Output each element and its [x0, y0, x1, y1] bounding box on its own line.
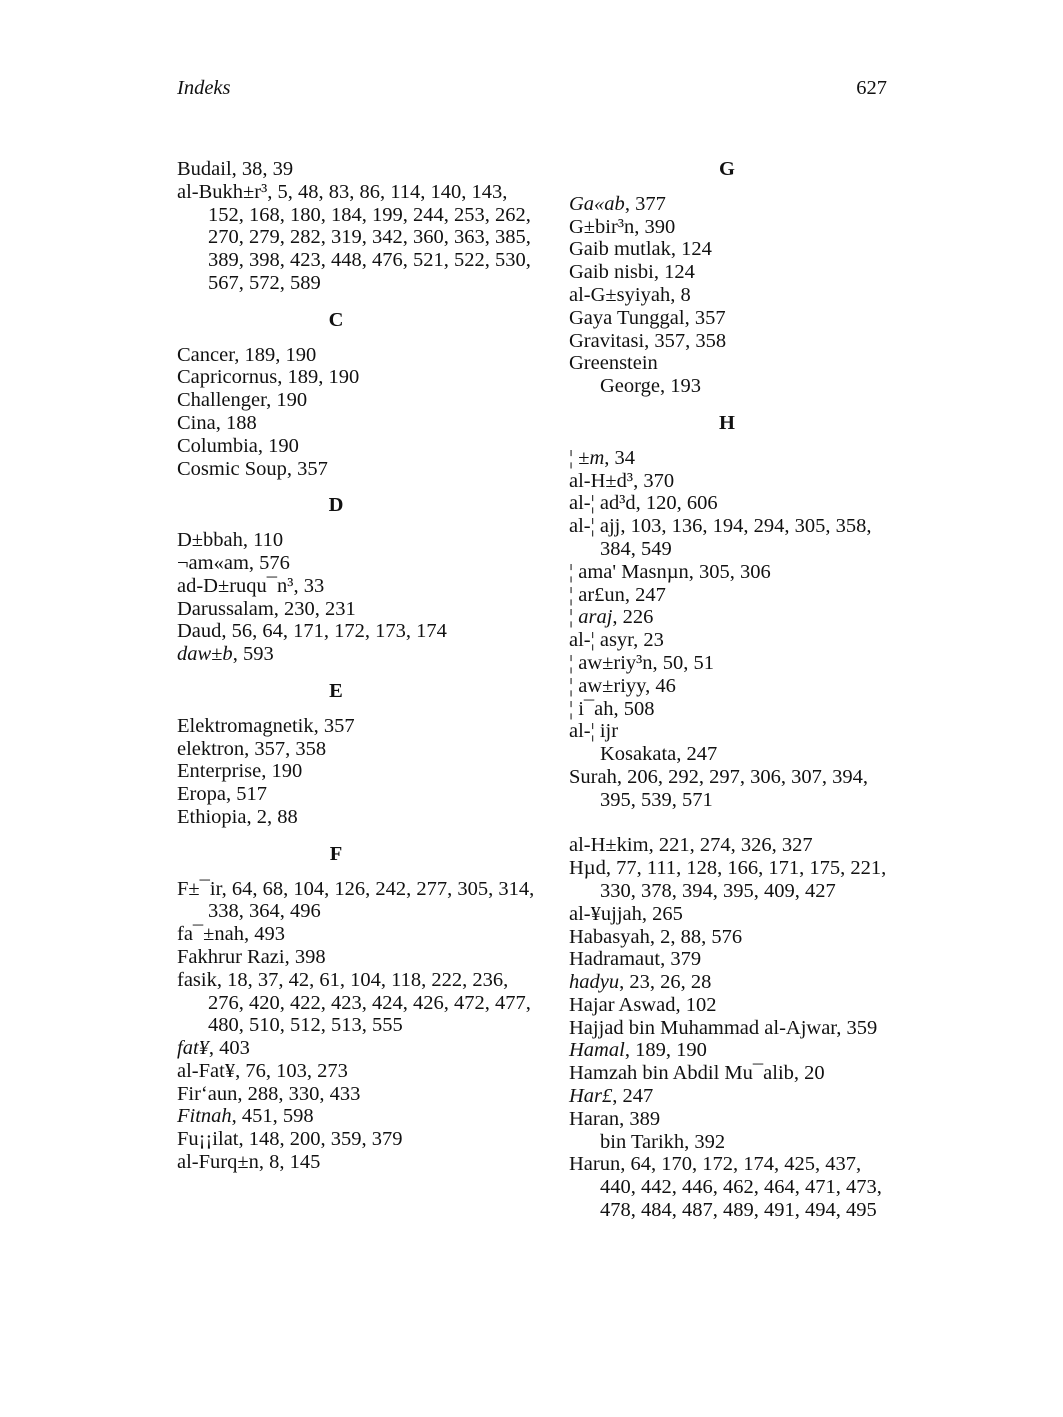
index-entry: Haran, 389 — [569, 1107, 661, 1130]
index-entry: Darussalam, 230, 231 — [177, 597, 356, 620]
index-entry: al-¥ujjah, 265 — [569, 902, 683, 925]
index-entry: al-¦ asyr, 23 — [569, 629, 664, 652]
index-entry: fasik, 18, 37, 42, 61, 104, 118, 222, 236, 276, 420, 422, 423, 424, 426, 472, 477, 480, 510, 512, 513, 555 — [177, 968, 531, 1037]
index-entry — [177, 1105, 537, 1128]
index-entry — [569, 606, 899, 629]
index-entry: Columbia, 190 — [177, 434, 299, 457]
entry-term: Ga«ab — [569, 192, 625, 215]
index-entry: D±bbah, 110 — [177, 529, 284, 552]
entry-term: daw±b — [177, 643, 233, 666]
index-entry: Budail, 38, 39 — [177, 158, 294, 180]
index-entry: Hajjad bin Muhammad al-Ajwar, 359 — [569, 1016, 878, 1039]
index-entry: ¬am«am, 576 — [177, 551, 290, 574]
index-entry: Gaya Tunggal, 357 — [569, 306, 726, 329]
index-entry — [569, 1085, 899, 1108]
running-title: Indeks — [177, 77, 231, 99]
index-entry — [569, 447, 899, 470]
index-entry: Fu¡¡ilat, 148, 200, 359, 379 — [177, 1128, 403, 1151]
section-letter-g: G — [719, 158, 735, 180]
index-entry: ¦ aw±riyy, 46 — [569, 674, 676, 697]
entry-term: Fitnah — [177, 1105, 232, 1128]
index-entry: Fakhrur Razi, 398 — [177, 945, 326, 968]
index-entry: al-Fat¥, 76, 103, 273 — [177, 1059, 348, 1082]
index-entry: Hajar Aswad, 102 — [569, 993, 717, 1016]
index-entry: al-¦ ad³d, 120, 606 — [569, 492, 718, 515]
entry-term: Hamal — [569, 1039, 625, 1062]
index-entry — [569, 971, 899, 994]
index-entry: Ethiopia, 2, 88 — [177, 805, 298, 828]
index-entry: Greenstein — [569, 352, 658, 375]
index-entry: ¦ aw±riy³n, 50, 51 — [569, 651, 715, 674]
index-entry: ¦ i¯ah, 508 — [569, 697, 655, 720]
index-entry: F±¯ir, 64, 68, 104, 126, 242, 277, 305, 314, 338, 364, 496 — [177, 877, 535, 923]
index-column-right — [569, 158, 899, 1222]
entry-prefix: ¦ — [569, 606, 579, 629]
index-entry: Cina, 188 — [177, 411, 257, 434]
entry-pages: , 34 — [604, 446, 636, 469]
index-entry: Gaib mutlak, 124 — [569, 238, 712, 261]
section-letter-f: F — [329, 842, 343, 865]
index-entry: Daud, 56, 64, 171, 172, 173, 174 — [177, 620, 447, 643]
entry-pages: , 247 — [612, 1085, 654, 1108]
index-column-left — [177, 158, 537, 1174]
entry-term: m — [589, 446, 605, 469]
entry-term: araj — [578, 606, 613, 629]
section-letter-c: C — [328, 308, 344, 331]
index-entry: al-¦ ajj, 103, 136, 194, 294, 305, 358, 384, 549 — [569, 515, 872, 560]
index-entry — [177, 643, 537, 666]
entry-pages: , 377 — [624, 192, 666, 215]
entry-pages: , 451, 598 — [231, 1105, 314, 1128]
index-entry: Eropa, 517 — [177, 783, 267, 806]
section-letter-e: E — [329, 679, 343, 702]
index-entry: Enterprise, 190 — [177, 760, 303, 783]
index-entry: Challenger, 190 — [177, 389, 308, 412]
index-entry — [569, 1039, 899, 1062]
index-entry: Fir‘aun, 288, 330, 433 — [177, 1082, 361, 1105]
index-subentry: Kosakata, 247 — [600, 743, 718, 766]
entry-pages: , 226 — [612, 606, 654, 629]
index-entry: Surah, 206, 292, 297, 306, 307, 394, 395, 539, 571 — [569, 765, 868, 811]
index-entry: Elektromagnetik, 357 — [177, 714, 355, 737]
entry-term: Har£ — [569, 1085, 613, 1108]
page-header — [177, 74, 887, 102]
spacer — [569, 812, 899, 835]
index-entry: Cosmic Soup, 357 — [177, 457, 328, 480]
index-entry: Hadramaut, 379 — [569, 948, 702, 971]
index-entry: Habasyah, 2, 88, 576 — [569, 925, 743, 948]
index-entry: fa¯±nah, 493 — [177, 923, 286, 946]
entry-term: hadyu — [569, 971, 620, 994]
entry-pages: , 23, 26, 28 — [619, 971, 712, 994]
index-entry: ¦ ar£un, 247 — [569, 583, 666, 606]
entry-pages: , 189, 190 — [624, 1039, 707, 1062]
index-entry: Gravitasi, 357, 358 — [569, 329, 727, 352]
index-entry: Capricornus, 189, 190 — [177, 366, 360, 389]
section-letter-h: H — [719, 411, 735, 434]
index-entry: elektron, 357, 358 — [177, 737, 327, 760]
index-entry: al-Furq±n, 8, 145 — [177, 1151, 321, 1174]
entry-prefix: ¦ ± — [569, 446, 590, 469]
entry-pages: , 593 — [232, 643, 274, 666]
index-entry: Hamzah bin Abdil Mu¯alib, 20 — [569, 1062, 825, 1085]
index-entry: ¦ ama' Masnµn, 305, 306 — [569, 560, 771, 583]
index-entry: G±bir³n, 390 — [569, 215, 676, 238]
index-entry: al-H±d³, 370 — [569, 469, 675, 492]
index-entry: al-Bukh±r³, 5, 48, 83, 86, 114, 140, 143, 152, 168, 180, 184, 199, 244, 253, 262, 270, 279, 282, 319, 342, 360, 363, 385, 389, 398, 423, 448, 476, 521, 522, 530, 567, 572, 589 — [177, 180, 531, 294]
index-entry: Gaib nisbi, 124 — [569, 261, 695, 284]
index-entry: Cancer, 189, 190 — [177, 343, 317, 366]
index-subentry: bin Tarikh, 392 — [600, 1130, 726, 1153]
index-entry: ad-D±ruqu¯n³, 33 — [177, 574, 325, 597]
index-entry: Harun, 64, 170, 172, 174, 425, 437, 440, 442, 446, 462, 464, 471, 473, 478, 484, 487, 489, 491, 494, 495 — [569, 1153, 882, 1222]
index-entry: al-H±kim, 221, 274, 326, 327 — [569, 834, 813, 857]
index-entry — [177, 1037, 537, 1060]
index-entry — [569, 193, 899, 216]
index-entry: al-G±syiyah, 8 — [569, 283, 691, 306]
entry-pages: , 403 — [208, 1037, 250, 1060]
page-number: 627 — [856, 77, 887, 99]
index-entry: al-¦ ijr — [569, 720, 619, 743]
index-subentry: George, 193 — [600, 375, 701, 398]
entry-term: fat¥ — [177, 1037, 209, 1060]
index-entry: Hµd, 77, 111, 128, 166, 171, 175, 221, 330, 378, 394, 395, 409, 427 — [569, 857, 887, 902]
section-letter-d: D — [328, 494, 344, 517]
